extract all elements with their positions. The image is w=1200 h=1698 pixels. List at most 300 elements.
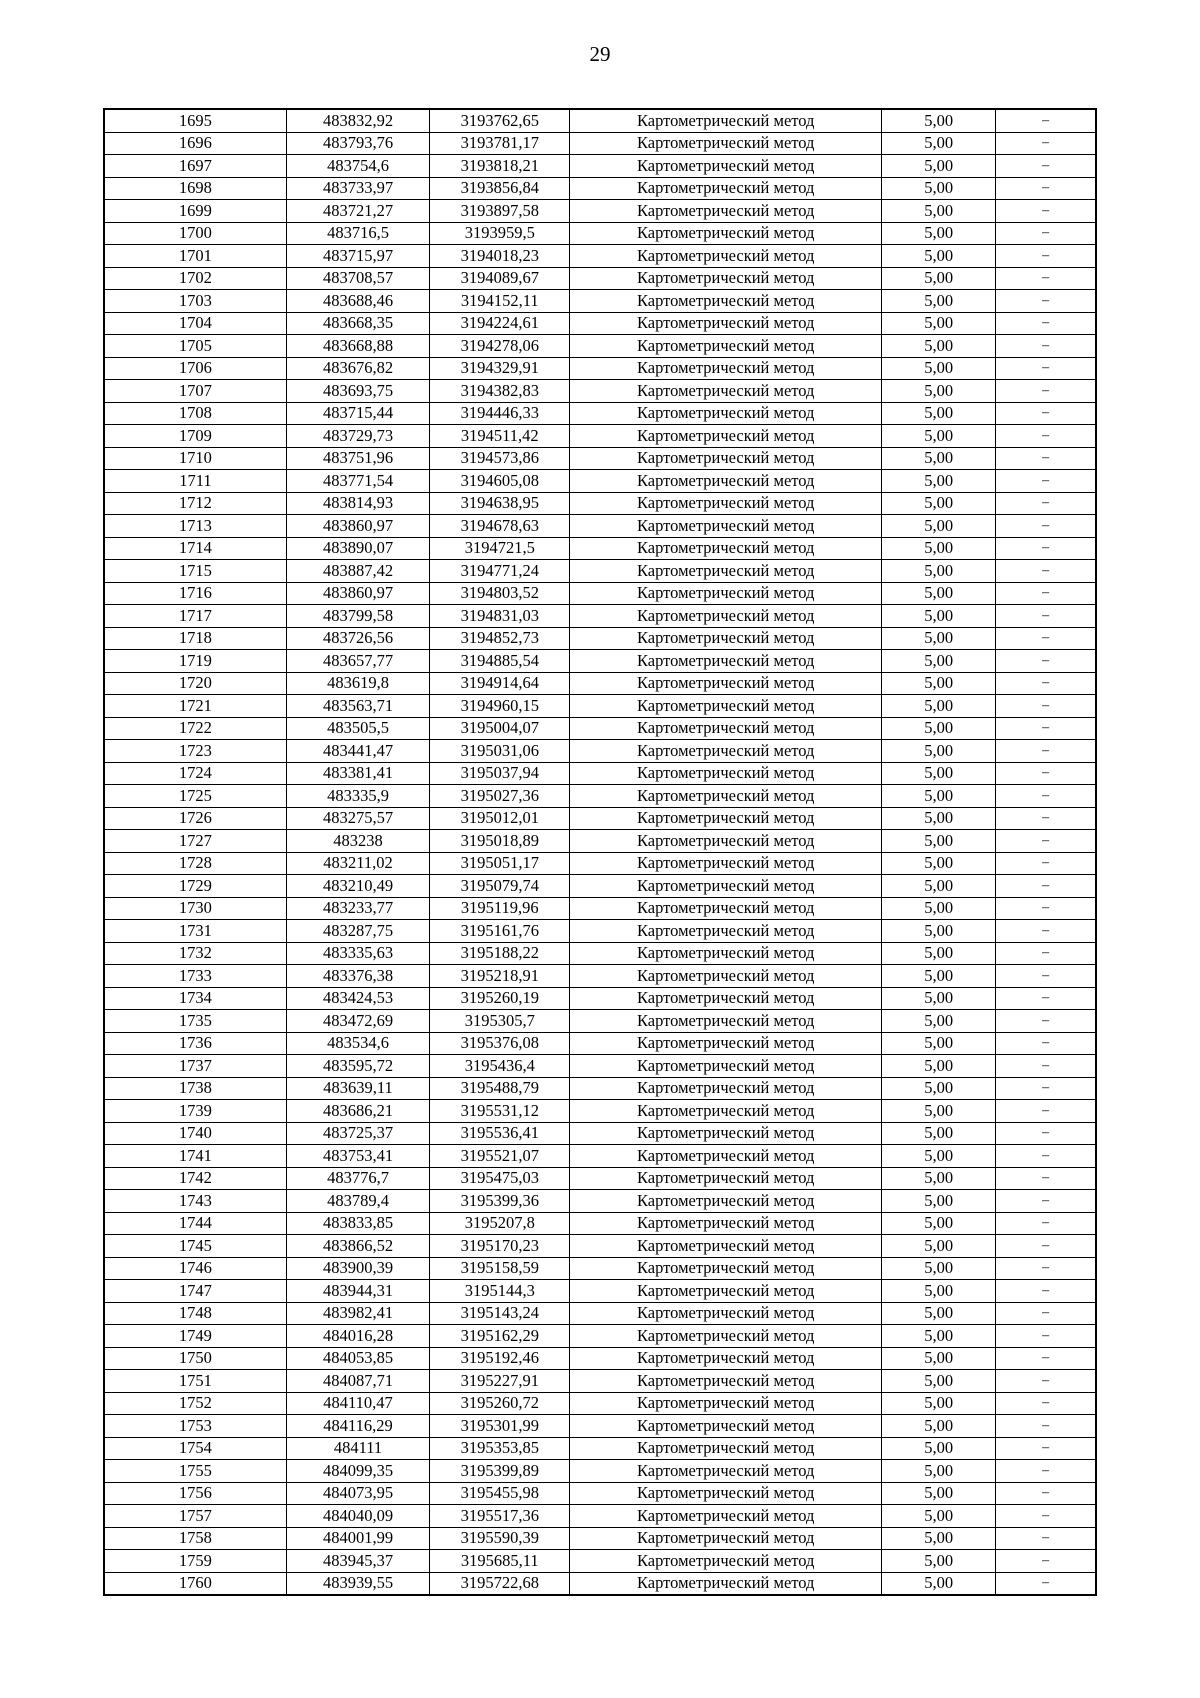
method-cell: Картометрический метод: [570, 852, 882, 875]
point-number-cell: 1742: [104, 1167, 286, 1190]
point-number-cell: 1751: [104, 1370, 286, 1393]
table-row: [104, 740, 1096, 763]
description-cell: –: [996, 177, 1096, 200]
accuracy-cell: 5,00: [882, 109, 996, 132]
point-number-cell: 1720: [104, 672, 286, 695]
accuracy-cell: 5,00: [882, 1460, 996, 1483]
accuracy-cell: 5,00: [882, 1280, 996, 1303]
accuracy-cell: 5,00: [882, 245, 996, 268]
accuracy-cell: 5,00: [882, 762, 996, 785]
method-cell: Картометрический метод: [570, 740, 882, 763]
point-number-cell: 1703: [104, 290, 286, 313]
point-number-cell: 1719: [104, 650, 286, 673]
x-coordinate-cell: 483238: [286, 830, 429, 853]
description-cell: –: [996, 470, 1096, 493]
description-cell: –: [996, 1257, 1096, 1280]
y-coordinate-cell: 3194573,86: [430, 447, 570, 470]
method-cell: Картометрический метод: [570, 920, 882, 943]
table-row: [104, 267, 1096, 290]
accuracy-cell: 5,00: [882, 1325, 996, 1348]
table-row: [104, 1190, 1096, 1213]
table-row: [104, 155, 1096, 178]
method-cell: Картометрический метод: [570, 1370, 882, 1393]
x-coordinate-cell: 483563,71: [286, 695, 429, 718]
accuracy-cell: 5,00: [882, 200, 996, 223]
method-cell: Картометрический метод: [570, 380, 882, 403]
accuracy-cell: 5,00: [882, 132, 996, 155]
point-number-cell: 1725: [104, 785, 286, 808]
method-cell: Картометрический метод: [570, 1122, 882, 1145]
x-coordinate-cell: 484116,29: [286, 1415, 429, 1438]
table-row: [104, 447, 1096, 470]
x-coordinate-cell: 483944,31: [286, 1280, 429, 1303]
y-coordinate-cell: 3195305,7: [430, 1010, 570, 1033]
method-cell: Картометрический метод: [570, 425, 882, 448]
y-coordinate-cell: 3194382,83: [430, 380, 570, 403]
y-coordinate-cell: 3195144,3: [430, 1280, 570, 1303]
method-cell: Картометрический метод: [570, 1032, 882, 1055]
x-coordinate-cell: 483233,77: [286, 897, 429, 920]
accuracy-cell: 5,00: [882, 335, 996, 358]
method-cell: Картометрический метод: [570, 1505, 882, 1528]
point-number-cell: 1736: [104, 1032, 286, 1055]
y-coordinate-cell: 3195004,07: [430, 717, 570, 740]
table-row: [104, 695, 1096, 718]
method-cell: Картометрический метод: [570, 672, 882, 695]
y-coordinate-cell: 3195031,06: [430, 740, 570, 763]
x-coordinate-cell: 483211,02: [286, 852, 429, 875]
method-cell: Картометрический метод: [570, 402, 882, 425]
point-number-cell: 1715: [104, 560, 286, 583]
point-number-cell: 1717: [104, 605, 286, 628]
table-row: [104, 515, 1096, 538]
accuracy-cell: 5,00: [882, 695, 996, 718]
table-row: [104, 1032, 1096, 1055]
point-number-cell: 1737: [104, 1055, 286, 1078]
x-coordinate-cell: 483686,21: [286, 1100, 429, 1123]
table-row: [104, 1167, 1096, 1190]
method-cell: Картометрический метод: [570, 1437, 882, 1460]
point-number-cell: 1760: [104, 1572, 286, 1595]
method-cell: Картометрический метод: [570, 1325, 882, 1348]
description-cell: –: [996, 402, 1096, 425]
point-number-cell: 1738: [104, 1077, 286, 1100]
y-coordinate-cell: 3195517,36: [430, 1505, 570, 1528]
table-row: [104, 965, 1096, 988]
description-cell: –: [996, 335, 1096, 358]
description-cell: –: [996, 425, 1096, 448]
description-cell: –: [996, 807, 1096, 830]
description-cell: –: [996, 132, 1096, 155]
accuracy-cell: 5,00: [882, 1257, 996, 1280]
accuracy-cell: 5,00: [882, 425, 996, 448]
point-number-cell: 1704: [104, 312, 286, 335]
x-coordinate-cell: 484087,71: [286, 1370, 429, 1393]
y-coordinate-cell: 3195192,46: [430, 1347, 570, 1370]
table-row: [104, 1212, 1096, 1235]
point-number-cell: 1697: [104, 155, 286, 178]
table-row: [104, 1325, 1096, 1348]
method-cell: Картометрический метод: [570, 762, 882, 785]
point-number-cell: 1728: [104, 852, 286, 875]
description-cell: –: [996, 1235, 1096, 1258]
y-coordinate-cell: 3194224,61: [430, 312, 570, 335]
y-coordinate-cell: 3195536,41: [430, 1122, 570, 1145]
method-cell: Картометрический метод: [570, 1055, 882, 1078]
x-coordinate-cell: 483676,82: [286, 357, 429, 380]
x-coordinate-cell: 483729,73: [286, 425, 429, 448]
point-number-cell: 1744: [104, 1212, 286, 1235]
description-cell: –: [996, 1415, 1096, 1438]
x-coordinate-cell: 484053,85: [286, 1347, 429, 1370]
description-cell: –: [996, 1100, 1096, 1123]
y-coordinate-cell: 3195376,08: [430, 1032, 570, 1055]
description-cell: –: [996, 109, 1096, 132]
y-coordinate-cell: 3194885,54: [430, 650, 570, 673]
x-coordinate-cell: 483210,49: [286, 875, 429, 898]
method-cell: Картометрический метод: [570, 695, 882, 718]
table-row: [104, 1145, 1096, 1168]
accuracy-cell: 5,00: [882, 650, 996, 673]
table-row: [104, 132, 1096, 155]
x-coordinate-cell: 483287,75: [286, 920, 429, 943]
table-row: [104, 807, 1096, 830]
point-number-cell: 1716: [104, 582, 286, 605]
table-row: [104, 1527, 1096, 1550]
description-cell: –: [996, 1010, 1096, 1033]
y-coordinate-cell: 3194329,91: [430, 357, 570, 380]
y-coordinate-cell: 3194831,03: [430, 605, 570, 628]
x-coordinate-cell: 483887,42: [286, 560, 429, 583]
point-number-cell: 1752: [104, 1392, 286, 1415]
point-number-cell: 1721: [104, 695, 286, 718]
description-cell: –: [996, 515, 1096, 538]
x-coordinate-cell: 483789,4: [286, 1190, 429, 1213]
table-row: [104, 402, 1096, 425]
x-coordinate-cell: 484001,99: [286, 1527, 429, 1550]
y-coordinate-cell: 3195399,89: [430, 1460, 570, 1483]
table-row: [104, 560, 1096, 583]
description-cell: –: [996, 290, 1096, 313]
method-cell: Картометрический метод: [570, 875, 882, 898]
x-coordinate-cell: 483900,39: [286, 1257, 429, 1280]
table-row: [104, 1505, 1096, 1528]
x-coordinate-cell: 483814,93: [286, 492, 429, 515]
accuracy-cell: 5,00: [882, 920, 996, 943]
method-cell: Картометрический метод: [570, 830, 882, 853]
accuracy-cell: 5,00: [882, 582, 996, 605]
method-cell: Картометрический метод: [570, 267, 882, 290]
method-cell: Картометрический метод: [570, 605, 882, 628]
table-row: [104, 1280, 1096, 1303]
table-row: [104, 1392, 1096, 1415]
table-row: [104, 1370, 1096, 1393]
method-cell: Картометрический метод: [570, 290, 882, 313]
x-coordinate-cell: 484073,95: [286, 1482, 429, 1505]
x-coordinate-cell: 483833,85: [286, 1212, 429, 1235]
accuracy-cell: 5,00: [882, 1010, 996, 1033]
x-coordinate-cell: 483472,69: [286, 1010, 429, 1033]
description-cell: –: [996, 267, 1096, 290]
y-coordinate-cell: 3193897,58: [430, 200, 570, 223]
x-coordinate-cell: 483725,37: [286, 1122, 429, 1145]
description-cell: –: [996, 695, 1096, 718]
point-number-cell: 1757: [104, 1505, 286, 1528]
y-coordinate-cell: 3195531,12: [430, 1100, 570, 1123]
table-row: [104, 380, 1096, 403]
point-number-cell: 1702: [104, 267, 286, 290]
y-coordinate-cell: 3194605,08: [430, 470, 570, 493]
page-number: 29: [589, 42, 611, 66]
method-cell: Картометрический метод: [570, 1550, 882, 1573]
y-coordinate-cell: 3195158,59: [430, 1257, 570, 1280]
x-coordinate-cell: 483376,38: [286, 965, 429, 988]
description-cell: –: [996, 830, 1096, 853]
x-coordinate-cell: 483799,58: [286, 605, 429, 628]
method-cell: Картометрический метод: [570, 1190, 882, 1213]
point-number-cell: 1723: [104, 740, 286, 763]
point-number-cell: 1754: [104, 1437, 286, 1460]
accuracy-cell: 5,00: [882, 312, 996, 335]
method-cell: Картометрический метод: [570, 582, 882, 605]
method-cell: Картометрический метод: [570, 335, 882, 358]
point-number-cell: 1734: [104, 987, 286, 1010]
accuracy-cell: 5,00: [882, 1122, 996, 1145]
table-row: [104, 830, 1096, 853]
table-row: [104, 109, 1096, 132]
description-cell: –: [996, 1437, 1096, 1460]
accuracy-cell: 5,00: [882, 1190, 996, 1213]
point-number-cell: 1747: [104, 1280, 286, 1303]
accuracy-cell: 5,00: [882, 1482, 996, 1505]
y-coordinate-cell: 3195590,39: [430, 1527, 570, 1550]
point-number-cell: 1712: [104, 492, 286, 515]
y-coordinate-cell: 3195475,03: [430, 1167, 570, 1190]
x-coordinate-cell: 483424,53: [286, 987, 429, 1010]
point-number-cell: 1753: [104, 1415, 286, 1438]
point-number-cell: 1750: [104, 1347, 286, 1370]
table-row: [104, 470, 1096, 493]
description-cell: –: [996, 1167, 1096, 1190]
x-coordinate-cell: 483381,41: [286, 762, 429, 785]
point-number-cell: 1755: [104, 1460, 286, 1483]
table-row: [104, 762, 1096, 785]
table-row: [104, 1347, 1096, 1370]
accuracy-cell: 5,00: [882, 1212, 996, 1235]
description-cell: –: [996, 852, 1096, 875]
accuracy-cell: 5,00: [882, 402, 996, 425]
table-row: [104, 650, 1096, 673]
method-cell: Картометрический метод: [570, 515, 882, 538]
description-cell: –: [996, 1145, 1096, 1168]
y-coordinate-cell: 3195436,4: [430, 1055, 570, 1078]
accuracy-cell: 5,00: [882, 492, 996, 515]
method-cell: Картометрический метод: [570, 222, 882, 245]
accuracy-cell: 5,00: [882, 1505, 996, 1528]
y-coordinate-cell: 3195027,36: [430, 785, 570, 808]
description-cell: –: [996, 492, 1096, 515]
description-cell: –: [996, 380, 1096, 403]
y-coordinate-cell: 3195260,19: [430, 987, 570, 1010]
point-number-cell: 1748: [104, 1302, 286, 1325]
method-cell: Картометрический метод: [570, 537, 882, 560]
coordinates-table: [103, 108, 1097, 1596]
table-row: [104, 627, 1096, 650]
table-row: [104, 852, 1096, 875]
y-coordinate-cell: 3194511,42: [430, 425, 570, 448]
x-coordinate-cell: 483715,97: [286, 245, 429, 268]
accuracy-cell: 5,00: [882, 1077, 996, 1100]
y-coordinate-cell: 3194018,23: [430, 245, 570, 268]
accuracy-cell: 5,00: [882, 987, 996, 1010]
y-coordinate-cell: 3194721,5: [430, 537, 570, 560]
accuracy-cell: 5,00: [882, 1032, 996, 1055]
point-number-cell: 1709: [104, 425, 286, 448]
method-cell: Картометрический метод: [570, 1167, 882, 1190]
point-number-cell: 1745: [104, 1235, 286, 1258]
table-row: [104, 672, 1096, 695]
method-cell: Картометрический метод: [570, 1392, 882, 1415]
point-number-cell: 1695: [104, 109, 286, 132]
accuracy-cell: 5,00: [882, 177, 996, 200]
x-coordinate-cell: 483505,5: [286, 717, 429, 740]
table-row: [104, 1235, 1096, 1258]
method-cell: Картометрический метод: [570, 965, 882, 988]
method-cell: Картометрический метод: [570, 1235, 882, 1258]
y-coordinate-cell: 3194803,52: [430, 582, 570, 605]
point-number-cell: 1699: [104, 200, 286, 223]
description-cell: –: [996, 537, 1096, 560]
point-number-cell: 1705: [104, 335, 286, 358]
y-coordinate-cell: 3195207,8: [430, 1212, 570, 1235]
accuracy-cell: 5,00: [882, 830, 996, 853]
description-cell: –: [996, 200, 1096, 223]
table-row: [104, 987, 1096, 1010]
y-coordinate-cell: 3194771,24: [430, 560, 570, 583]
accuracy-cell: 5,00: [882, 267, 996, 290]
x-coordinate-cell: 483982,41: [286, 1302, 429, 1325]
method-cell: Картометрический метод: [570, 1527, 882, 1550]
x-coordinate-cell: 483866,52: [286, 1235, 429, 1258]
point-number-cell: 1698: [104, 177, 286, 200]
description-cell: –: [996, 920, 1096, 943]
method-cell: Картометрический метод: [570, 1212, 882, 1235]
description-cell: –: [996, 1212, 1096, 1235]
x-coordinate-cell: 484040,09: [286, 1505, 429, 1528]
y-coordinate-cell: 3194852,73: [430, 627, 570, 650]
description-cell: –: [996, 627, 1096, 650]
x-coordinate-cell: 483721,27: [286, 200, 429, 223]
point-number-cell: 1733: [104, 965, 286, 988]
table-row: [104, 425, 1096, 448]
method-cell: Картометрический метод: [570, 1100, 882, 1123]
y-coordinate-cell: 3195079,74: [430, 875, 570, 898]
table-row: [104, 605, 1096, 628]
description-cell: –: [996, 447, 1096, 470]
table-row: [104, 717, 1096, 740]
table-row: [104, 582, 1096, 605]
method-cell: Картометрический метод: [570, 987, 882, 1010]
y-coordinate-cell: 3195488,79: [430, 1077, 570, 1100]
x-coordinate-cell: 483335,9: [286, 785, 429, 808]
description-cell: –: [996, 762, 1096, 785]
accuracy-cell: 5,00: [882, 357, 996, 380]
y-coordinate-cell: 3195161,76: [430, 920, 570, 943]
x-coordinate-cell: 484016,28: [286, 1325, 429, 1348]
description-cell: –: [996, 875, 1096, 898]
x-coordinate-cell: 483860,97: [286, 515, 429, 538]
point-number-cell: 1707: [104, 380, 286, 403]
point-number-cell: 1701: [104, 245, 286, 268]
description-cell: –: [996, 1302, 1096, 1325]
accuracy-cell: 5,00: [882, 605, 996, 628]
table-row: [104, 200, 1096, 223]
accuracy-cell: 5,00: [882, 672, 996, 695]
accuracy-cell: 5,00: [882, 1302, 996, 1325]
x-coordinate-cell: 483619,8: [286, 672, 429, 695]
y-coordinate-cell: 3194638,95: [430, 492, 570, 515]
accuracy-cell: 5,00: [882, 470, 996, 493]
point-number-cell: 1735: [104, 1010, 286, 1033]
table-row: [104, 245, 1096, 268]
accuracy-cell: 5,00: [882, 942, 996, 965]
accuracy-cell: 5,00: [882, 560, 996, 583]
y-coordinate-cell: 3194678,63: [430, 515, 570, 538]
table-row: [104, 897, 1096, 920]
accuracy-cell: 5,00: [882, 1347, 996, 1370]
x-coordinate-cell: 483534,6: [286, 1032, 429, 1055]
point-number-cell: 1722: [104, 717, 286, 740]
point-number-cell: 1706: [104, 357, 286, 380]
point-number-cell: 1708: [104, 402, 286, 425]
x-coordinate-cell: 484111: [286, 1437, 429, 1460]
method-cell: Картометрический метод: [570, 155, 882, 178]
point-number-cell: 1730: [104, 897, 286, 920]
method-cell: Картометрический метод: [570, 650, 882, 673]
x-coordinate-cell: 483754,6: [286, 155, 429, 178]
description-cell: –: [996, 312, 1096, 335]
table-row: [104, 1572, 1096, 1595]
x-coordinate-cell: 483668,88: [286, 335, 429, 358]
method-cell: Картометрический метод: [570, 785, 882, 808]
description-cell: –: [996, 785, 1096, 808]
x-coordinate-cell: 483657,77: [286, 650, 429, 673]
description-cell: –: [996, 1325, 1096, 1348]
x-coordinate-cell: 483890,07: [286, 537, 429, 560]
point-number-cell: 1756: [104, 1482, 286, 1505]
accuracy-cell: 5,00: [882, 1415, 996, 1438]
point-number-cell: 1758: [104, 1527, 286, 1550]
method-cell: Картометрический метод: [570, 245, 882, 268]
accuracy-cell: 5,00: [882, 1392, 996, 1415]
x-coordinate-cell: 483716,5: [286, 222, 429, 245]
point-number-cell: 1740: [104, 1122, 286, 1145]
x-coordinate-cell: 484099,35: [286, 1460, 429, 1483]
accuracy-cell: 5,00: [882, 290, 996, 313]
method-cell: Картометрический метод: [570, 1572, 882, 1595]
method-cell: Картометрический метод: [570, 560, 882, 583]
accuracy-cell: 5,00: [882, 897, 996, 920]
description-cell: –: [996, 1482, 1096, 1505]
point-number-cell: 1724: [104, 762, 286, 785]
description-cell: –: [996, 717, 1096, 740]
table-row: [104, 1100, 1096, 1123]
accuracy-cell: 5,00: [882, 875, 996, 898]
description-cell: –: [996, 155, 1096, 178]
y-coordinate-cell: 3195260,72: [430, 1392, 570, 1415]
point-number-cell: 1726: [104, 807, 286, 830]
table-row: [104, 875, 1096, 898]
